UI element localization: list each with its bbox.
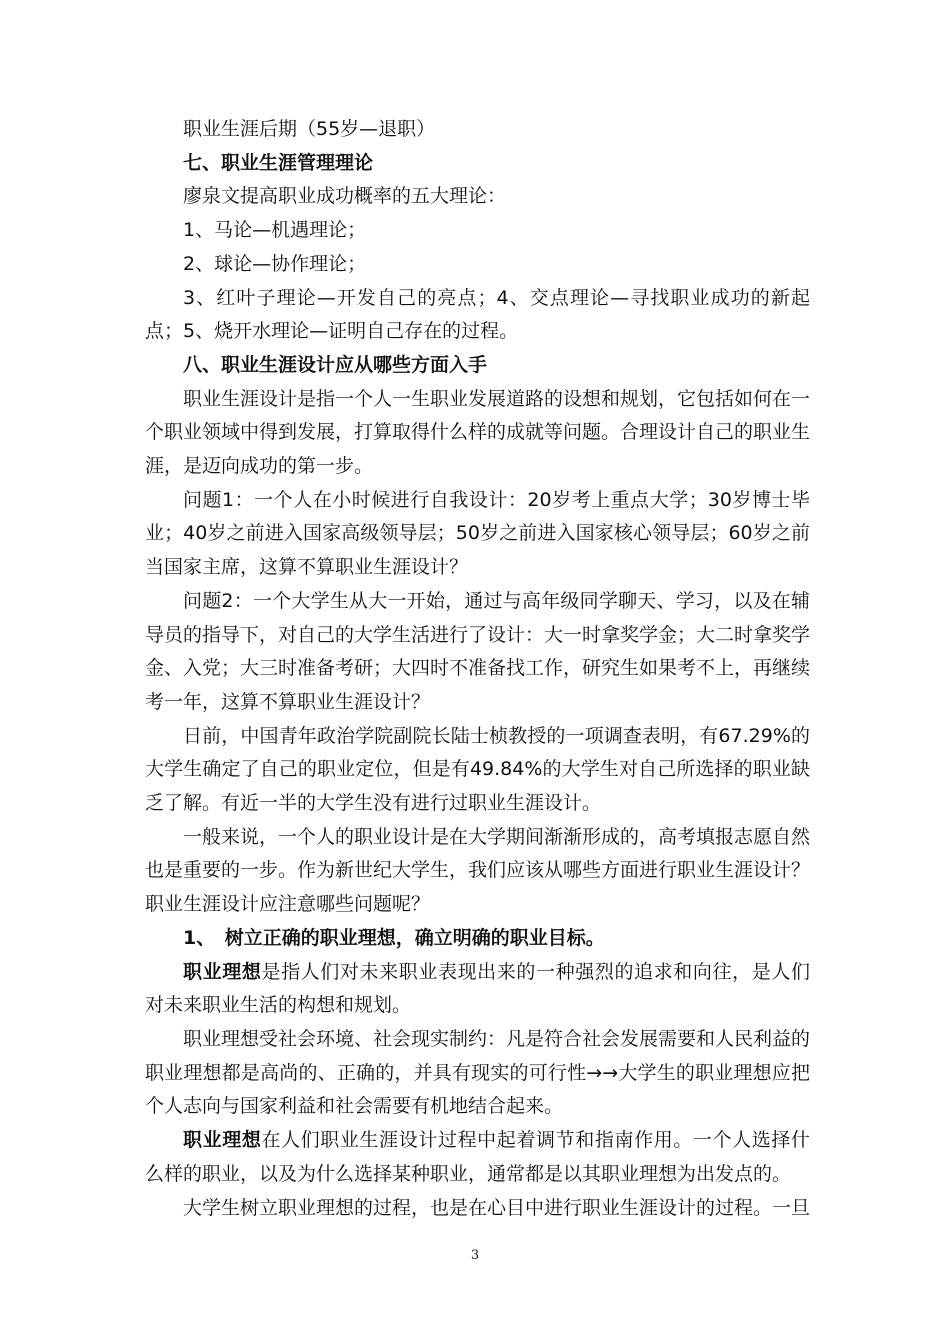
section-heading: 七、职业生涯管理理论 [183,151,374,174]
paragraph [145,956,810,1023]
section-heading: 八、职业生涯设计应从哪些方面入手 [183,353,488,376]
paragraph: 廖泉文提高职业成功概率的五大理论： [183,185,507,208]
paragraph: 职业理想受社会环境、社会现实制约：凡是符合社会发展需要和人民利益的职业理想都是高尚的、正确的，并具有现实的可行性→→大学生的职业理想应把个人志向与国家利益和社会需要有机地结合起来。 [145,1027,811,1118]
paragraph-text: 在人们职业生涯设计过程中起着调节和指南作用。一个人选择什么样的职业，以及为什么选择某种职业，通常都是以其职业理想为出发点的。 [145,1129,810,1185]
page-number: 3 [470,1248,480,1263]
paragraph: 大学生树立职业理想的过程，也是在心目中进行职业生涯设计的过程。一旦 [183,1196,811,1219]
list-item: 3、红叶子理论—开发自己的亮点；4、交点理论—寻找职业成功的新起点；5、烧开水理论—证明自己存在的过程。 [145,286,810,343]
bold-lead-term: 职业理想 [183,960,262,983]
paragraph: 职业生涯设计是指一个人一生职业发展道路的设想和规划，它包括如何在一个职业领域中得到发展，打算取得什么样的成就等问题。合理设计自己的职业生涯，是迈向成功的第一步。 [145,387,811,478]
paragraph: 一般来说，一个人的职业设计是在大学期间渐渐形成的，高考填报志愿自然也是重要的一步。作为新世纪大学生，我们应该从哪些方面进行职业生涯设计？职业生涯设计应注意哪些问题呢？ [145,825,811,916]
document-body [145,113,810,1225]
paragraph: 问题2：一个大学生从大一开始，通过与高年级同学聊天、学习，以及在辅导员的指导下，对自己的大学生活进行了设计：大一时拿奖学金；大二时拿奖学金、入党；大三时准备考研；大四时不准备找工作，研究生如果考不上，再继续考一年，这算不算职业生涯设计？ [145,589,811,713]
bold-lead-term: 职业理想 [183,1129,262,1152]
list-item: 1、马论—机遇理论； [183,219,367,242]
paragraph [145,1124,810,1191]
paragraph: 问题1：一个人在小时候进行自我设计：20岁考上重点大学；30岁博士毕业；40岁之前进入国家高级领导层；50岁之前进入国家核心领导层；60岁之前当国家主席，这算不算职业生涯设计？ [145,488,810,579]
subsection-heading: 1、 树立正确的职业理想，确立明确的职业目标。 [183,926,605,949]
paragraph: 职业生涯后期（55岁—退职） [183,118,436,140]
paragraph-text: 是指人们对未来职业表现出来的一种强烈的追求和向往，是人们对未来职业生活的构想和规划。 [145,960,810,1017]
paragraph: 日前，中国青年政治学院副院长陆士桢教授的一项调查表明，有67.29%的大学生确定了自己的职业定位，但是有49.84%的大学生对自己所选择的职业缺乏了解。有近一半的大学生没有进行过职业生涯设计。 [145,724,810,815]
list-item: 2、球论—协作理论； [183,252,367,275]
